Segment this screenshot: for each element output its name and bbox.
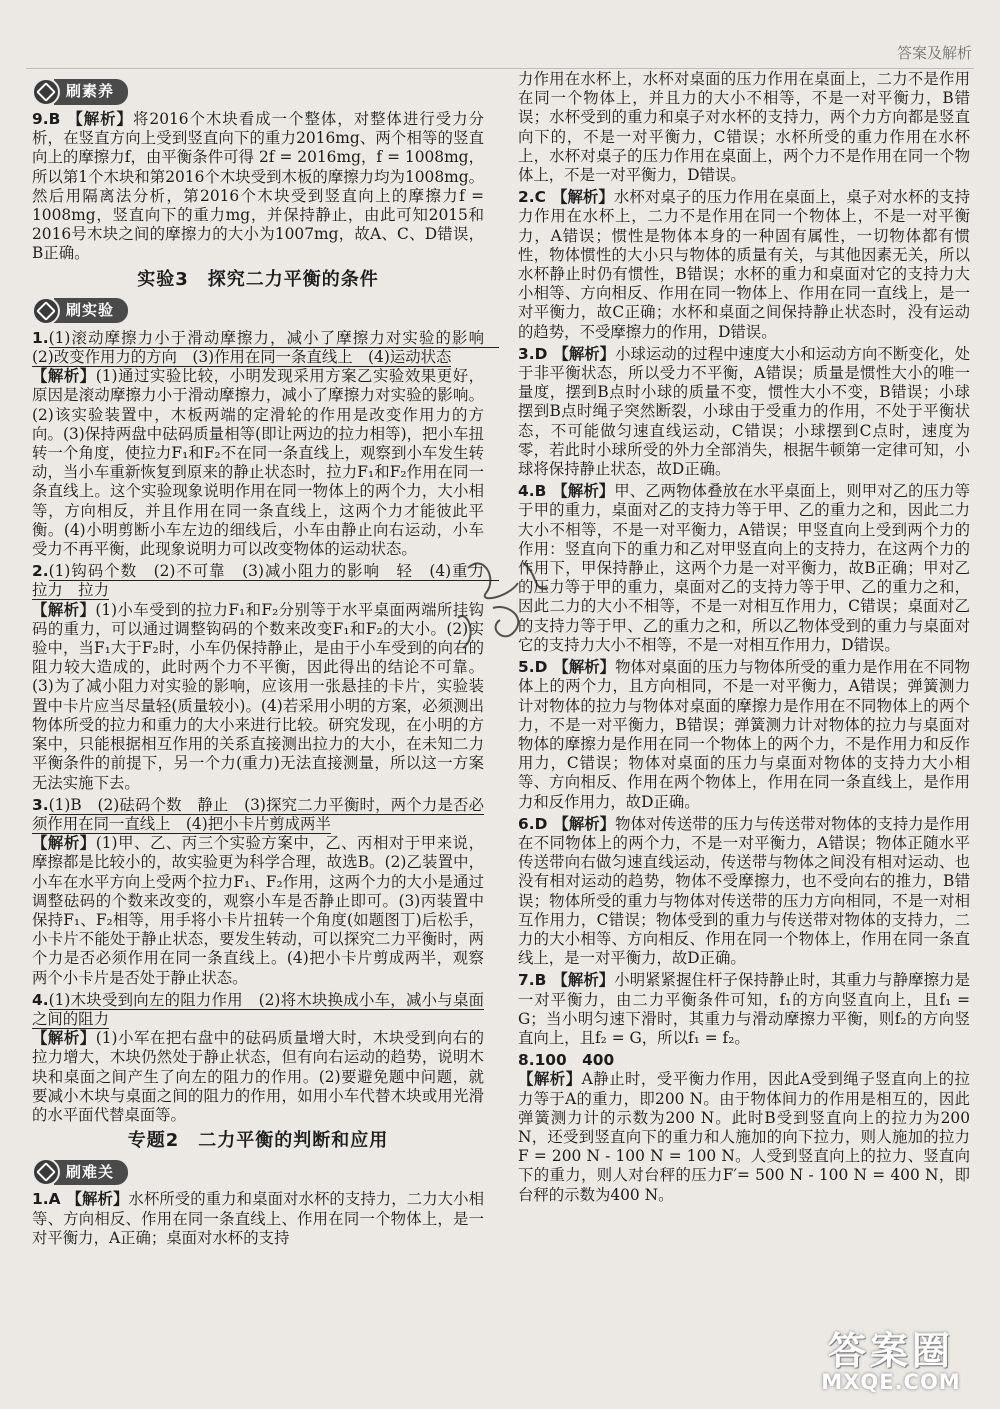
difficulty-question-3: 3.D 【解析】小球运动的过程中速度大小和运动方向不断变化，处于非平衡状态，所以受力不平衡，A错误；质量是惯性大小的唯一量度，摆到B点时小球的质量不变，惯性大小不变，B错误；小球摆到B点时绳子突然断裂，小球由于受重力的作用，不处于平衡状态，不可能做匀速直线运动，C错误；小球摆到C点时，速度为零，若此时小球所受的外力全部消失，根据牛顿第一定律可知，小球将保持静止状态，故D正确。 (518, 344, 970, 479)
left-column (32, 74, 500, 1251)
right-column (518, 70, 970, 1208)
difficulty-question-8: 8.100 400 【解析】A静止时，受平衡力作用，因此A受到绳子竖直向上的拉力等于A的重力，即200 N。由于物体间力的作用是相互的，因此弹簧测力计的示数为200 N。此时B受到竖直向上的拉力为200 N，还受到竖直向下的重力和人施加的向下拉力，则人施加的拉力F = 200 N - 100 N = 100 N。人受到竖直向上的拉力、竖直向下的重力，则人对台秤的压力F′= 500 N - 100 N = 400 N，即台秤的示数为400 N。 (518, 1051, 970, 1204)
difficulty-question-2: 2.C 【解析】水杯对桌子的压力作用在桌面上，桌子对水杯的支持力作用在水杯上，二力不是作用在同一个物体上，不是一对平衡力，A错误；惯性是物体本身的一种固有属性，一切物体都有惯性，物体惯性的大小只与物体的质量有关，与其他因素无关，所以水杯静止时仍有惯性，B错误；水杯的重力和桌面对它的支持力大小相等、方向相反、作用在同一物体上、作用在同一直线上，是一对平衡力，故C正确；水杯和桌面之间保持静止状态时，没有运动的趋势，不受摩擦力的作用，D错误。 (518, 188, 970, 341)
book-icon (32, 297, 60, 325)
site-watermark: 答案圈 MXQE.COM (821, 1329, 961, 1394)
section-title-experiment-3: 实验3 探究二力平衡的条件 (137, 268, 379, 290)
difficulty-question-4: 4.B 【解析】甲、乙两物体叠放在水平桌面上，则甲对乙的压力等于甲的重力，桌面对乙的支持力等于甲、乙的重力之和，因此二力大小不相等，不是一对平衡力，A错误；甲竖直向上受到两个力的作用：竖直向下的重力和乙对甲竖直向上的支持力，在这两个力的作用下，甲保持静止，这两个力是一对平衡力，故B正确；甲对乙的压力等于甲的重力，桌面对乙的支持力等于甲、乙的重力之和，因此二力的大小不相等，不是一对相互作用力，C错误；桌面对乙的支持力等于甲、乙的重力之和，所以乙物体受到的重力与桌面对它的支持力大小不相等，不是一对相互作用力，D错误。 (518, 482, 970, 654)
page-header-label: 答案及解析 (896, 44, 972, 62)
difficulty-question-1-continued: 力作用在水杯上，水杯对桌面的压力作用在桌面上，二力不是作用在同一个物体上，并且力的大小不相等，不是一对平衡力，B错误；水杯受到的重力和桌子对水杯的支持力，两个力方向都是竖直向下的，不是一对平衡力，C错误；水杯所受的重力作用在水杯上，水杯对桌子的压力作用在桌面上，两个力不是作用在同一个物体上，不是一对平衡力，D错误。 (518, 70, 970, 185)
experiment-question-4: 4.(1)木块受到向左的阻力作用 (2)将木块换成小车，减小与桌面之间的阻力 【解析】(1)小军在把右盘中的砝码质量增大时，木块受到向右的拉力增大，木块仍然处于静止状态，但有向右运动的趋势，说明木块和桌面之间产生了向左的阻力的作用。(2)要避免题中问题，就要减小木块与桌面之间的阻力的作用，如用小车代替木块或用光滑的水平面代替桌面等。 (32, 990, 484, 1124)
difficulty-question-7: 7.B 【解析】小明紧紧握住杆子保持静止时，其重力与静摩擦力是一对平衡力，由二力平衡条件可知，f₁的方向竖直向上，且f₁ = G；当小明匀速下滑时，其重力与滑动摩擦力平衡，则f₂的方向竖直向上，且f₂ = G，所以f₁ = f₂。 (518, 971, 970, 1047)
experiment-question-2: 2.(1)钩码个数 (2)不可靠 (3)减小阻力的影响 轻 (4)重力 拉力 拉力 【解析】(1)小车受到的拉力F₁和F₂分别等于水平桌面两端所挂钩码的重力，可以通过调整钩码的个数来改变F₁和F₂的大小。(2)实验中，当F₁大于F₂时，小车仍保持静止，是由于小车受到的向右的阻力较大造成的，此时两个力不平衡，因此得出的结论不可靠。(3)为了减小阻力对实验的影响，应该用一张悬挂的卡片，实验装置中卡片应当尽量轻(质量较小)。(4)若采用小明的方案，必须测出物体所受的拉力和重力的大小来进行比较。研究发现，在小明的方案中，只能根据相互作用的关系直接测出拉力的大小，在未知二力平衡条件的前提下，另一个力(重力)无法直接测量，所以这一方案无法实施下去。 (32, 562, 500, 792)
handwriting-scribble (438, 548, 558, 658)
section-badge-suyang: 刷素养 (32, 78, 128, 106)
section-badge-nanguan: 刷难关 (32, 1158, 128, 1186)
difficulty-question-1: 1.A 【解析】水杯所受的重力和桌面对水杯的支持力，二力大小相等、方向相反、作用在同一条直线上、作用在同一个物体上，是一对平衡力，A正确；桌面对水杯的支持 (32, 1190, 484, 1247)
header-rule (26, 68, 974, 69)
experiment-question-1: 1.(1)滚动摩擦力小于滑动摩擦力，减小了摩擦力对实验的影响 (2)改变作用力的方向 (3)作用在同一条直线上 (4)运动状态 【解析】(1)通过实验比较，小明发现采用方案乙实验效果更好，原因是滚动摩擦力小于滑动摩擦力，减小了摩擦力对实验的影响。(2)该实验装置中，木板两端的定滑轮的作用是改变作用力的方向。(3)保持两盘中砝码质量相等(即让两边的拉力相等)，把小车扭转一个角度，使拉力F₁和F₂不在同一条直线上，观察到小车发生转动，当小车重新恢复到原来的静止状态时，拉力F₁和F₂作用在同一条直线上。这个实验现象说明作用在同一物体上的两个力，大小相等，方向相反，并且作用在同一条直线上，这两个力才能彼此平衡。(4)小明剪断小车左边的细线后，小车由静止向右运动，小车受力不再平衡，此现象说明力可以改变物体的运动状态。 (32, 328, 500, 559)
experiment-question-3: 3.(1)B (2)砝码个数 静止 (3)探究二力平衡时，两个力是否必须作用在同一直线上 (4)把小卡片剪成两半 【解析】(1)甲、乙、丙三个实验方案中，乙、丙相对于甲来说，摩擦都是比较小的，故实验更为科学合理，故选B。(2)乙装置中，小车在水平方向上受两个拉力F₁、F₂作用，这两个力的大小是通过调整砝码的个数来改变的，观察小车是否静止即可。(3)丙装置中保持F₁、F₂相等，用手将小卡片扭转一个角度(如题图丁)后松手，小卡片不能处于静止状态，要发生转动，可以探究二力平衡时，两个力是否必须作用在同一条直线上。(4)把小卡片剪成两半，观察两个小卡片是否处于静止状态。 (32, 795, 484, 987)
difficulty-question-6: 6.D 【解析】物体对传送带的压力与传送带对物体的支持力是作用在不同物体上的两个力，不是一对平衡力，A错误；物体正随水平传送带向右做匀速直线运动，传送带与物体之间没有相对运动、也没有相对运动的趋势，物体不受摩擦力，也不受向右的推力，B错误；物体所受的重力与物体对传送带的压力方向相同，不是一对相互作用力，C错误；物体受到的重力与传送带对物体的支持力，二力的大小相等、方向相反、作用在同一个物体上，作用在同一条直线上，是一对平衡力，故D正确。 (518, 814, 970, 968)
section-title-topic-2: 专题2 二力平衡的判断和应用 (127, 1130, 389, 1152)
section-badge-shiyan: 刷实验 (32, 297, 128, 325)
book-icon (32, 78, 60, 106)
difficulty-question-5: 5.D 【解析】物体对桌面的压力与物体所受的重力是作用在不同物体上的两个力，且方向相同，不是一对平衡力，A错误；弹簧测力计对物体的拉力与物体对桌面的摩擦力是作用在不同物体上的两个力，不是一对平衡力，B错误；弹簧测力计对物体的拉力与桌面对物体的摩擦力是作用在同一个物体上的两个力，不是作用力和反作用力，C错误；物体对桌面的压力与桌面对物体的支持力大小相等、方向相反、作用在两个物体上，作用在同一条直线上，是作用力和反作用力，故D正确。 (518, 658, 970, 811)
question-9: 9.B 【解析】将2016个木块看成一个整体，对整体进行受力分析，在竖直方向上受到竖直向下的重力2016mg、两个相等的竖直向上的摩擦力f，由平衡条件可得 2f = 2016mg，f = 1008mg，所以第1个木块和第2016个木块受到木板的摩擦力均为1008mg。然后用隔离法分析，第2016个木块受到竖直向上的摩擦力f = 1008mg，竖直向下的重力mg，并保持静止，由此可知2015和2016号木块之间的摩擦力的大小为1007mg，故A、C、D错误，B正确。 (32, 110, 484, 263)
